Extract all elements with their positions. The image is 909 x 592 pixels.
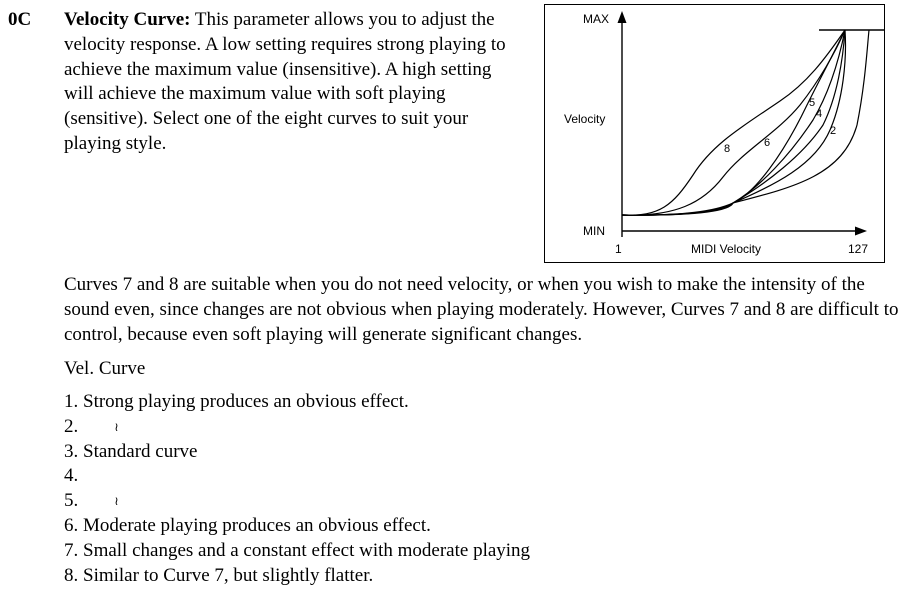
min-label: MIN: [583, 224, 605, 238]
list-item-number: 7.: [64, 539, 79, 561]
x-axis-arrow: [855, 227, 867, 236]
intro-paragraph: [64, 8, 514, 157]
curve-label-2: 2: [830, 125, 837, 137]
list-item-text: Similar to Curve 7, but slightly flatter.: [83, 564, 374, 586]
list-item: [64, 390, 530, 415]
max-label: MAX: [583, 12, 610, 26]
list-item: [64, 564, 530, 589]
curve-label-8: 8: [724, 143, 731, 155]
list-item: [64, 464, 530, 489]
list-item-text: Strong playing produces an obvious effect.: [83, 391, 409, 412]
velocity-curve-figure: [544, 4, 885, 263]
list-item: [64, 415, 530, 440]
parameter-code: 0C: [8, 9, 32, 30]
range-tilde-mark: ≀: [114, 419, 119, 434]
parameter-title: Velocity Curve:: [64, 9, 191, 30]
list-item-text: Standard curve: [83, 440, 198, 462]
curve-label-4: 4: [816, 108, 823, 120]
x-axis-label: MIDI Velocity: [691, 242, 762, 256]
curve-list: [64, 390, 530, 588]
list-item-text: Small changes and a constant effect with moderate playing: [83, 539, 531, 561]
curve-label-5: 5: [809, 97, 816, 109]
list-item-number: 1.: [64, 391, 79, 412]
list-item: [64, 539, 530, 564]
list-item-number: 6.: [64, 514, 79, 536]
x-min-label: 1: [615, 242, 622, 256]
list-item: [64, 514, 530, 539]
vel-curve-heading: Vel. Curve: [64, 358, 146, 379]
range-tilde-mark: ≀: [114, 494, 119, 509]
velocity-curve-diagram: [545, 5, 884, 262]
list-item-text: Moderate playing produces an obvious effect.: [83, 514, 431, 536]
curve-label-6: 6: [764, 137, 771, 149]
y-axis-arrow: [618, 11, 627, 23]
curve-4: [622, 30, 845, 215]
y-axis-label: Velocity: [564, 112, 606, 126]
list-item-number: 4.: [64, 465, 79, 487]
list-item-number: 8.: [64, 564, 79, 586]
parameter-description: This parameter allows you to adjust the velocity response. A low setting requires strong playing to achieve the maximum value (insensitive). A high setting will achieve the maximum value with soft playing (sensitive). Select one of the eight curves to suit your playing style.: [64, 9, 506, 154]
list-item-number: 5.: [64, 490, 79, 512]
body-paragraph: Curves 7 and 8 are suitable when you do not need velocity, or when you wish to make the intensity of the sound even, since changes are not obvious when playing moderately. However, Curves 7 and 8 are difficult to control, because even soft playing will generate significant changes.: [64, 274, 899, 345]
list-item-number: 3.: [64, 440, 79, 462]
list-item-number: 2.: [64, 415, 79, 437]
x-max-label: 127: [848, 242, 869, 256]
list-item: [64, 489, 530, 514]
list-item: [64, 440, 530, 465]
